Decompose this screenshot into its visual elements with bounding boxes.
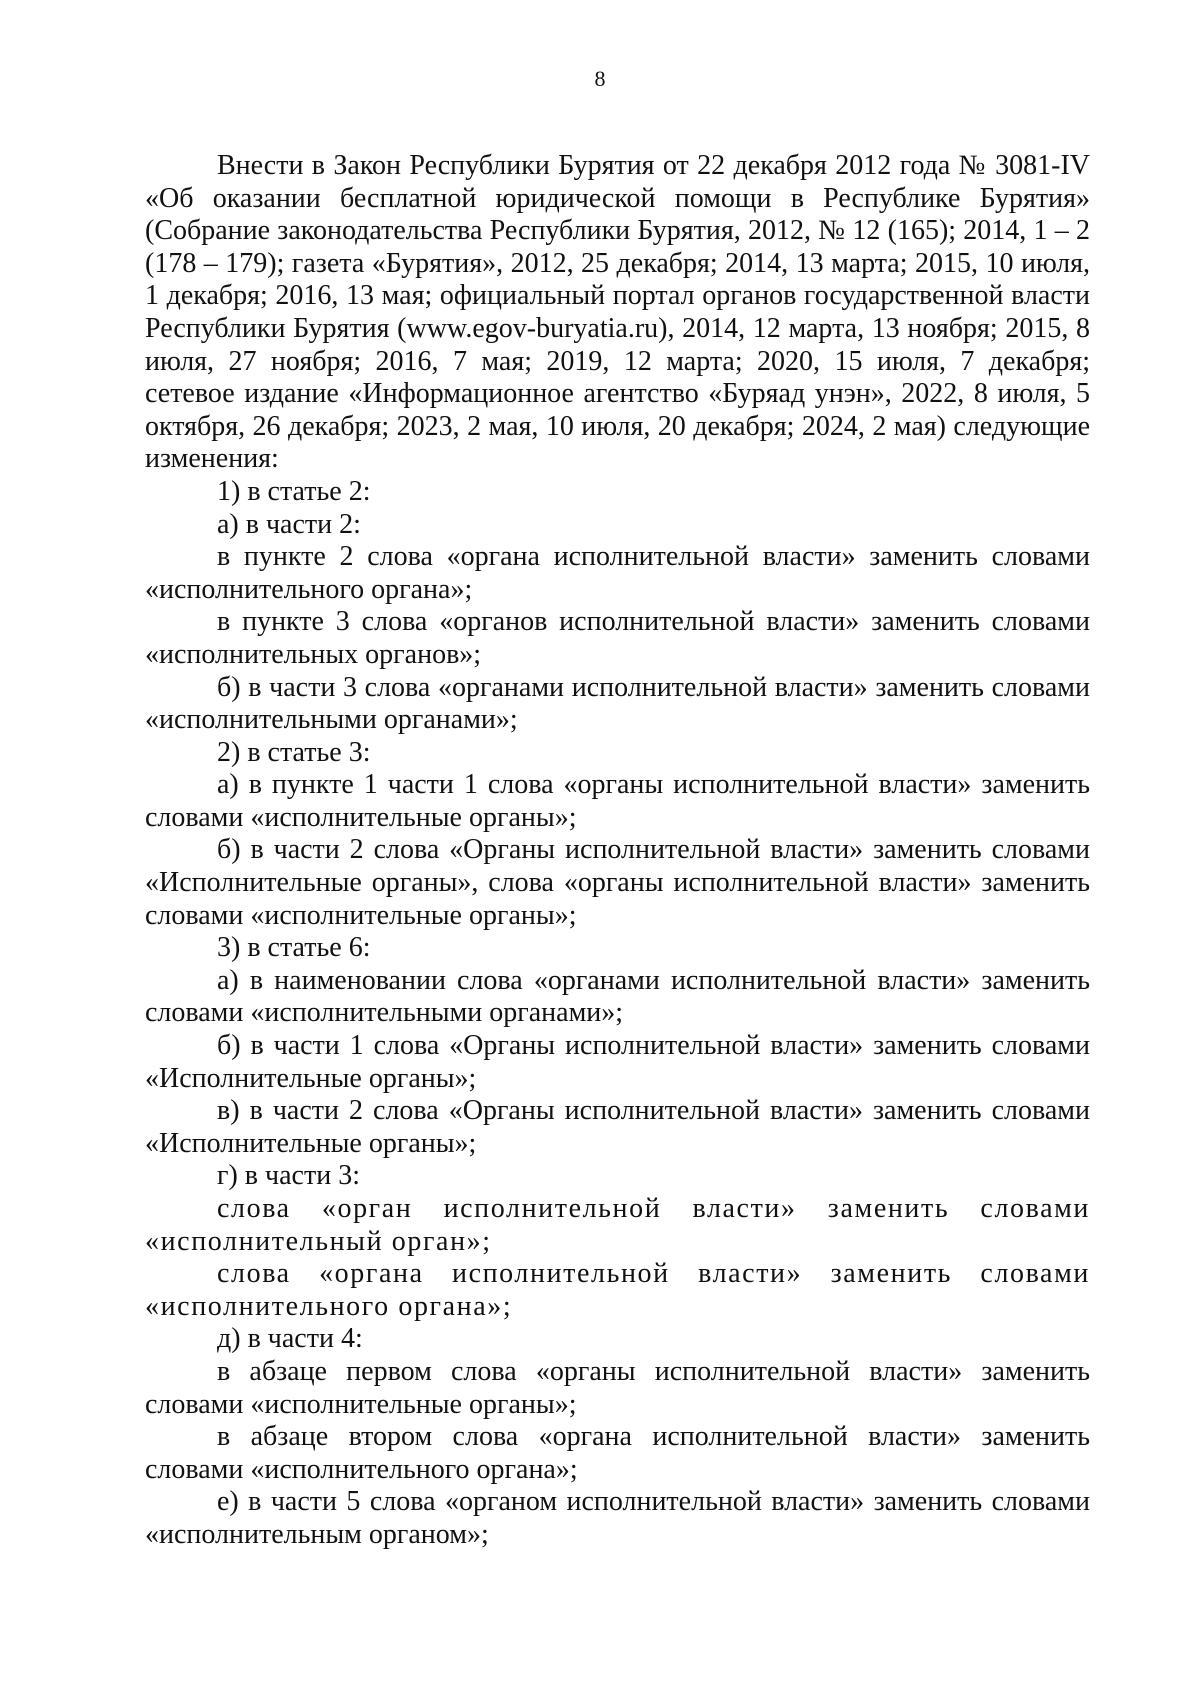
page-number: 8 — [594, 66, 606, 91]
paragraph: в пункте 3 слова «органов исполнительной власти» заменить словами «исполнительных органов»; — [145, 606, 1090, 670]
paragraph-item-1a: а) в части 2: — [217, 508, 361, 540]
paragraph: в абзаце втором слова «органа исполнительной власти» заменить словами «исполнительного органа»; — [145, 1421, 1090, 1485]
paragraph-item-3b: б) в части 1 слова «Органы исполнительной власти» заменить словами «Исполнительные органы»; — [145, 1030, 1090, 1094]
paragraph-item-1: 1) в статье 2: — [217, 475, 371, 507]
paragraph-item-1b: б) в части 3 слова «органами исполнительной власти» заменить словами «исполнительными органами»; — [145, 671, 1090, 736]
document-body — [145, 150, 1090, 1552]
paragraph-intro: Внести в Закон Республики Бурятия от 22 декабря 2012 года № 3081-IV «Об оказании бесплатной юридической помощи в Республике Бурятия» (Собрание законодательства Республики Бурятия, 2012, № 12 (165); 2014, 1 – 2 (178 – 179); газета «Бурятия», 2012, 25 декабря; 2014, 13 марта; 2015, 10 июля, 1 декабря; 2016, 13 мая; официальный портал органов государственной власти Республики Бурятия (www.egov-buryatia.ru), 2014, 12 марта, 13 ноября; 2015, 8 июля, 27 ноября; 2016, 7 мая; 2019, 12 марта; 2020, 15 июля, 7 декабря; сетевое издание «Информационное агентство «Буряад унэн», 2022, 8 июля, 5 октября, 26 декабря; 2023, 2 мая, 10 июля, 20 декабря; 2024, 2 мая) следующие изменения: — [145, 150, 1090, 475]
paragraph-item-2a: а) в пункте 1 части 1 слова «органы исполнительной власти» заменить словами «исполнительные органы»; — [145, 769, 1090, 833]
paragraph-item-3a: а) в наименовании слова «органами исполнительной власти» заменить словами «исполнительными органами»; — [145, 964, 1090, 1029]
paragraph-item-3d: д) в части 4: — [217, 1323, 363, 1355]
paragraph: слова «орган исполнительной власти» заменить словами «исполнительный орган»; — [145, 1193, 1090, 1257]
paragraph: в абзаце первом слова «органы исполнительной власти» заменить словами «исполнительные органы»; — [145, 1355, 1090, 1420]
paragraph-item-3e: е) в части 5 слова «органом исполнительной власти» заменить словами «исполнительным органом»; — [145, 1486, 1090, 1550]
paragraph-item-2: 2) в статье 3: — [217, 736, 371, 768]
paragraph: в пункте 2 слова «органа исполнительной власти» заменить словами «исполнительного органа»; — [145, 541, 1090, 605]
paragraph-item-3: 3) в статье 6: — [217, 932, 371, 964]
paragraph-item-3v: в) в части 2 слова «Органы исполнительной власти» заменить словами «Исполнительные органы»; — [145, 1095, 1090, 1159]
paragraph-item-2b: б) в части 2 слова «Органы исполнительной власти» заменить словами «Исполнительные органы», слова «органы исполнительной власти» заменить словами «исполнительные органы»; — [145, 834, 1090, 931]
paragraph-item-3g: г) в части 3: — [217, 1160, 360, 1192]
paragraph: слова «органа исполнительной власти» заменить словами «исполнительного органа»; — [145, 1258, 1090, 1322]
